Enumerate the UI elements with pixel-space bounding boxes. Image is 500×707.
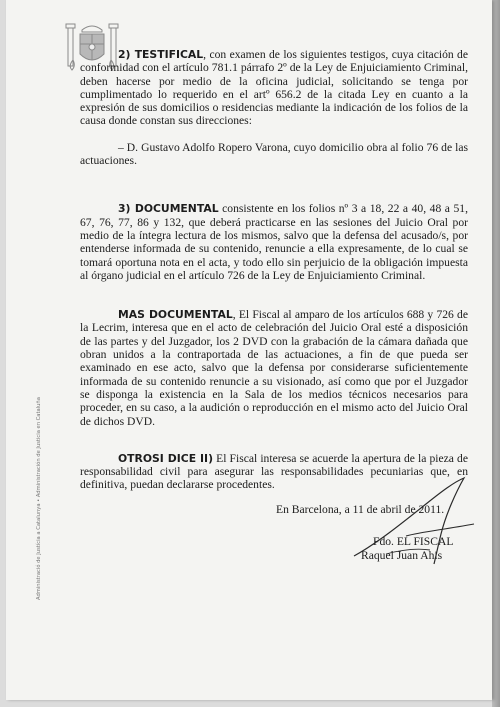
witness-paragraph: – D. Gustavo Adolfo Ropero Varona, cuyo domicilio obra al folio 76 de las actuaciones. (80, 140, 468, 168)
side-institution-note: Administració de Justícia a Catalunya • Administración de Justicia en Cataluña (36, 397, 42, 600)
item3-text: consistente en los folios nº 3 a 18, 22 a 40, 48 a 51, 67, 76, 77, 86 y 132, que deberá practicarse en las sesiones del Juicio Oral por medio de la íntegra lectura de los mismos, salvo que la defensa del acusado/s, por entenderse informada de su contenido, renuncie a ella expresamente, de lo cual se tomará oportuna nota en el acta, y todo ello sin perjuicio de la obligación impuesta al órgano judicial en el artículo 726 de la Ley de Enjuiciamiento Criminal. (80, 202, 468, 282)
item2-text: , con examen de los siguientes testigos, cuya citación de conformidad con el artículo 781.1 párrafo 2º de la Ley de Enjuiciamiento Criminal, deben hacerse por medio de la oficina judicial, solicitando se tenga por cumplimentado lo requerido en el artº 656.2 de la citada Ley en cuanto a la expresión de sus domicilios o residencias mediante la indicación de los folios de la causa donde constan sus direcciones: (80, 48, 468, 128)
place-date: En Barcelona, a 11 de abril de 2011. (276, 503, 445, 516)
signoff-title: Fdo. EL FISCAL (373, 535, 454, 548)
mas-documental-text: , El Fiscal al amparo de los artículos 688 y 726 de la Lecrim, interesa que en el acto de celebración del Juicio Oral esté a disposición de las partes y del Juzgador, los 2 DVD con la grabación de la cámara dañada que obran unidos a la contraportada de las actuaciones, a fin de que pueda ser examinado en ese acto, salvo que la defensa por considerarse suficientemente informada de su contenido renuncie a su visionado, así como que por el Juzgador se disponga la existencia en la Sala de los medios técnicos necesarios para proceder, en su caso, a la audición o reproducción en el mismo acto del Juicio Oral de dichos DVD. (80, 308, 468, 428)
mas-documental-heading: MAS DOCUMENTAL (118, 308, 233, 322)
document-page (6, 0, 492, 700)
item3-heading: 3) DOCUMENTAL (118, 202, 219, 216)
page-edge-shadow (492, 0, 500, 707)
signer-name: Raquel Juan Ahis (361, 549, 443, 562)
item2-paragraph (80, 48, 468, 128)
handwritten-signature (346, 474, 486, 569)
document-body (80, 48, 468, 492)
mas-documental-paragraph (80, 308, 468, 428)
otrosi-text: El Fiscal interesa se acuerde la apertura de la pieza de responsabilidad civil para asegurar las responsabilidades pecuniarias que, en definitiva, puedan declararse procedentes. (80, 451, 468, 492)
item2-heading: 2) TESTIFICAL (118, 48, 204, 61)
otrosi-heading: OTROSI DICE II) (118, 451, 214, 465)
item3-paragraph (80, 202, 468, 282)
